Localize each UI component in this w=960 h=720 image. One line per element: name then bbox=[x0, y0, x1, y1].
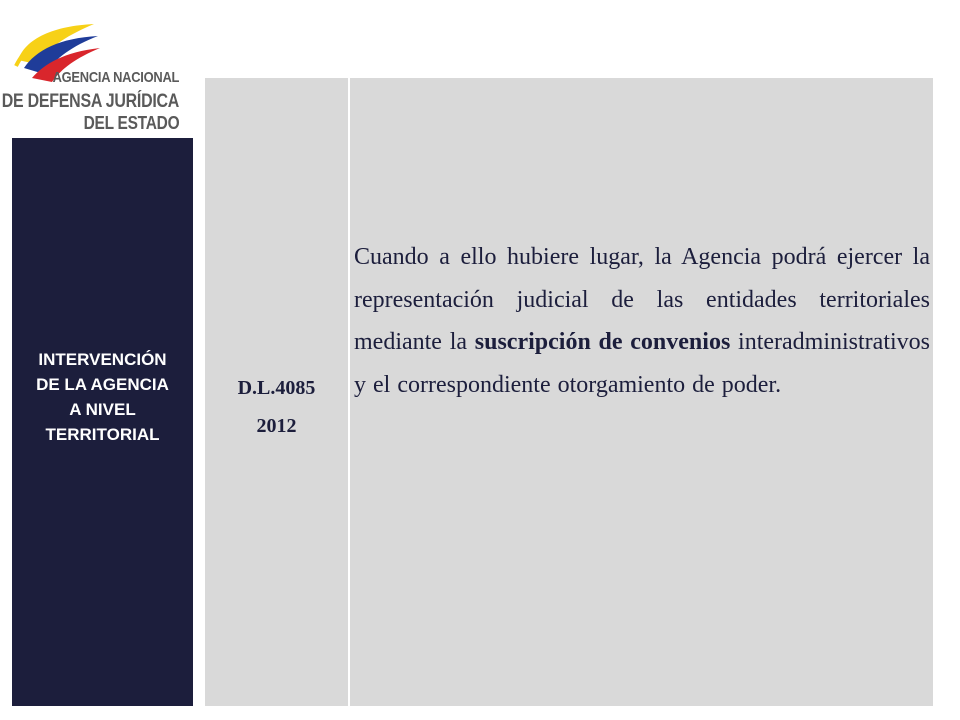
section-title-line: INTERVENCIÓN bbox=[38, 350, 167, 369]
content-table bbox=[205, 78, 933, 706]
section-title-line: A NIVEL bbox=[69, 400, 136, 419]
law-reference-year: 2012 bbox=[256, 415, 297, 437]
law-reference bbox=[238, 369, 316, 445]
description-text-start: Cuando a ello hubiere lugar, la Agencia podrá ejercer la representación judicial de las entidades territoriales mediante la bbox=[354, 244, 930, 355]
law-reference-number: D.L.4085 bbox=[237, 377, 316, 399]
description-paragraph bbox=[354, 236, 930, 406]
agency-logo bbox=[1, 18, 189, 136]
description-cell bbox=[354, 236, 930, 406]
logo-text-line-1: AGENCIA NACIONAL bbox=[52, 69, 179, 86]
section-title-line: TERRITORIAL bbox=[45, 425, 160, 444]
column-divider bbox=[348, 78, 350, 706]
section-title bbox=[12, 347, 193, 447]
description-text-emphasis: suscripción de convenios bbox=[474, 329, 731, 355]
section-sidebar bbox=[12, 138, 193, 706]
description-text-end: interadministrativos y el correspondiente otorgamiento de poder. bbox=[354, 329, 931, 398]
logo-text-line-2: DE DEFENSA JURÍDICA bbox=[1, 91, 179, 112]
law-reference-cell bbox=[205, 78, 348, 706]
section-title-line: DE LA AGENCIA bbox=[36, 375, 169, 394]
logo-text-line-3: DEL ESTADO bbox=[83, 113, 179, 133]
